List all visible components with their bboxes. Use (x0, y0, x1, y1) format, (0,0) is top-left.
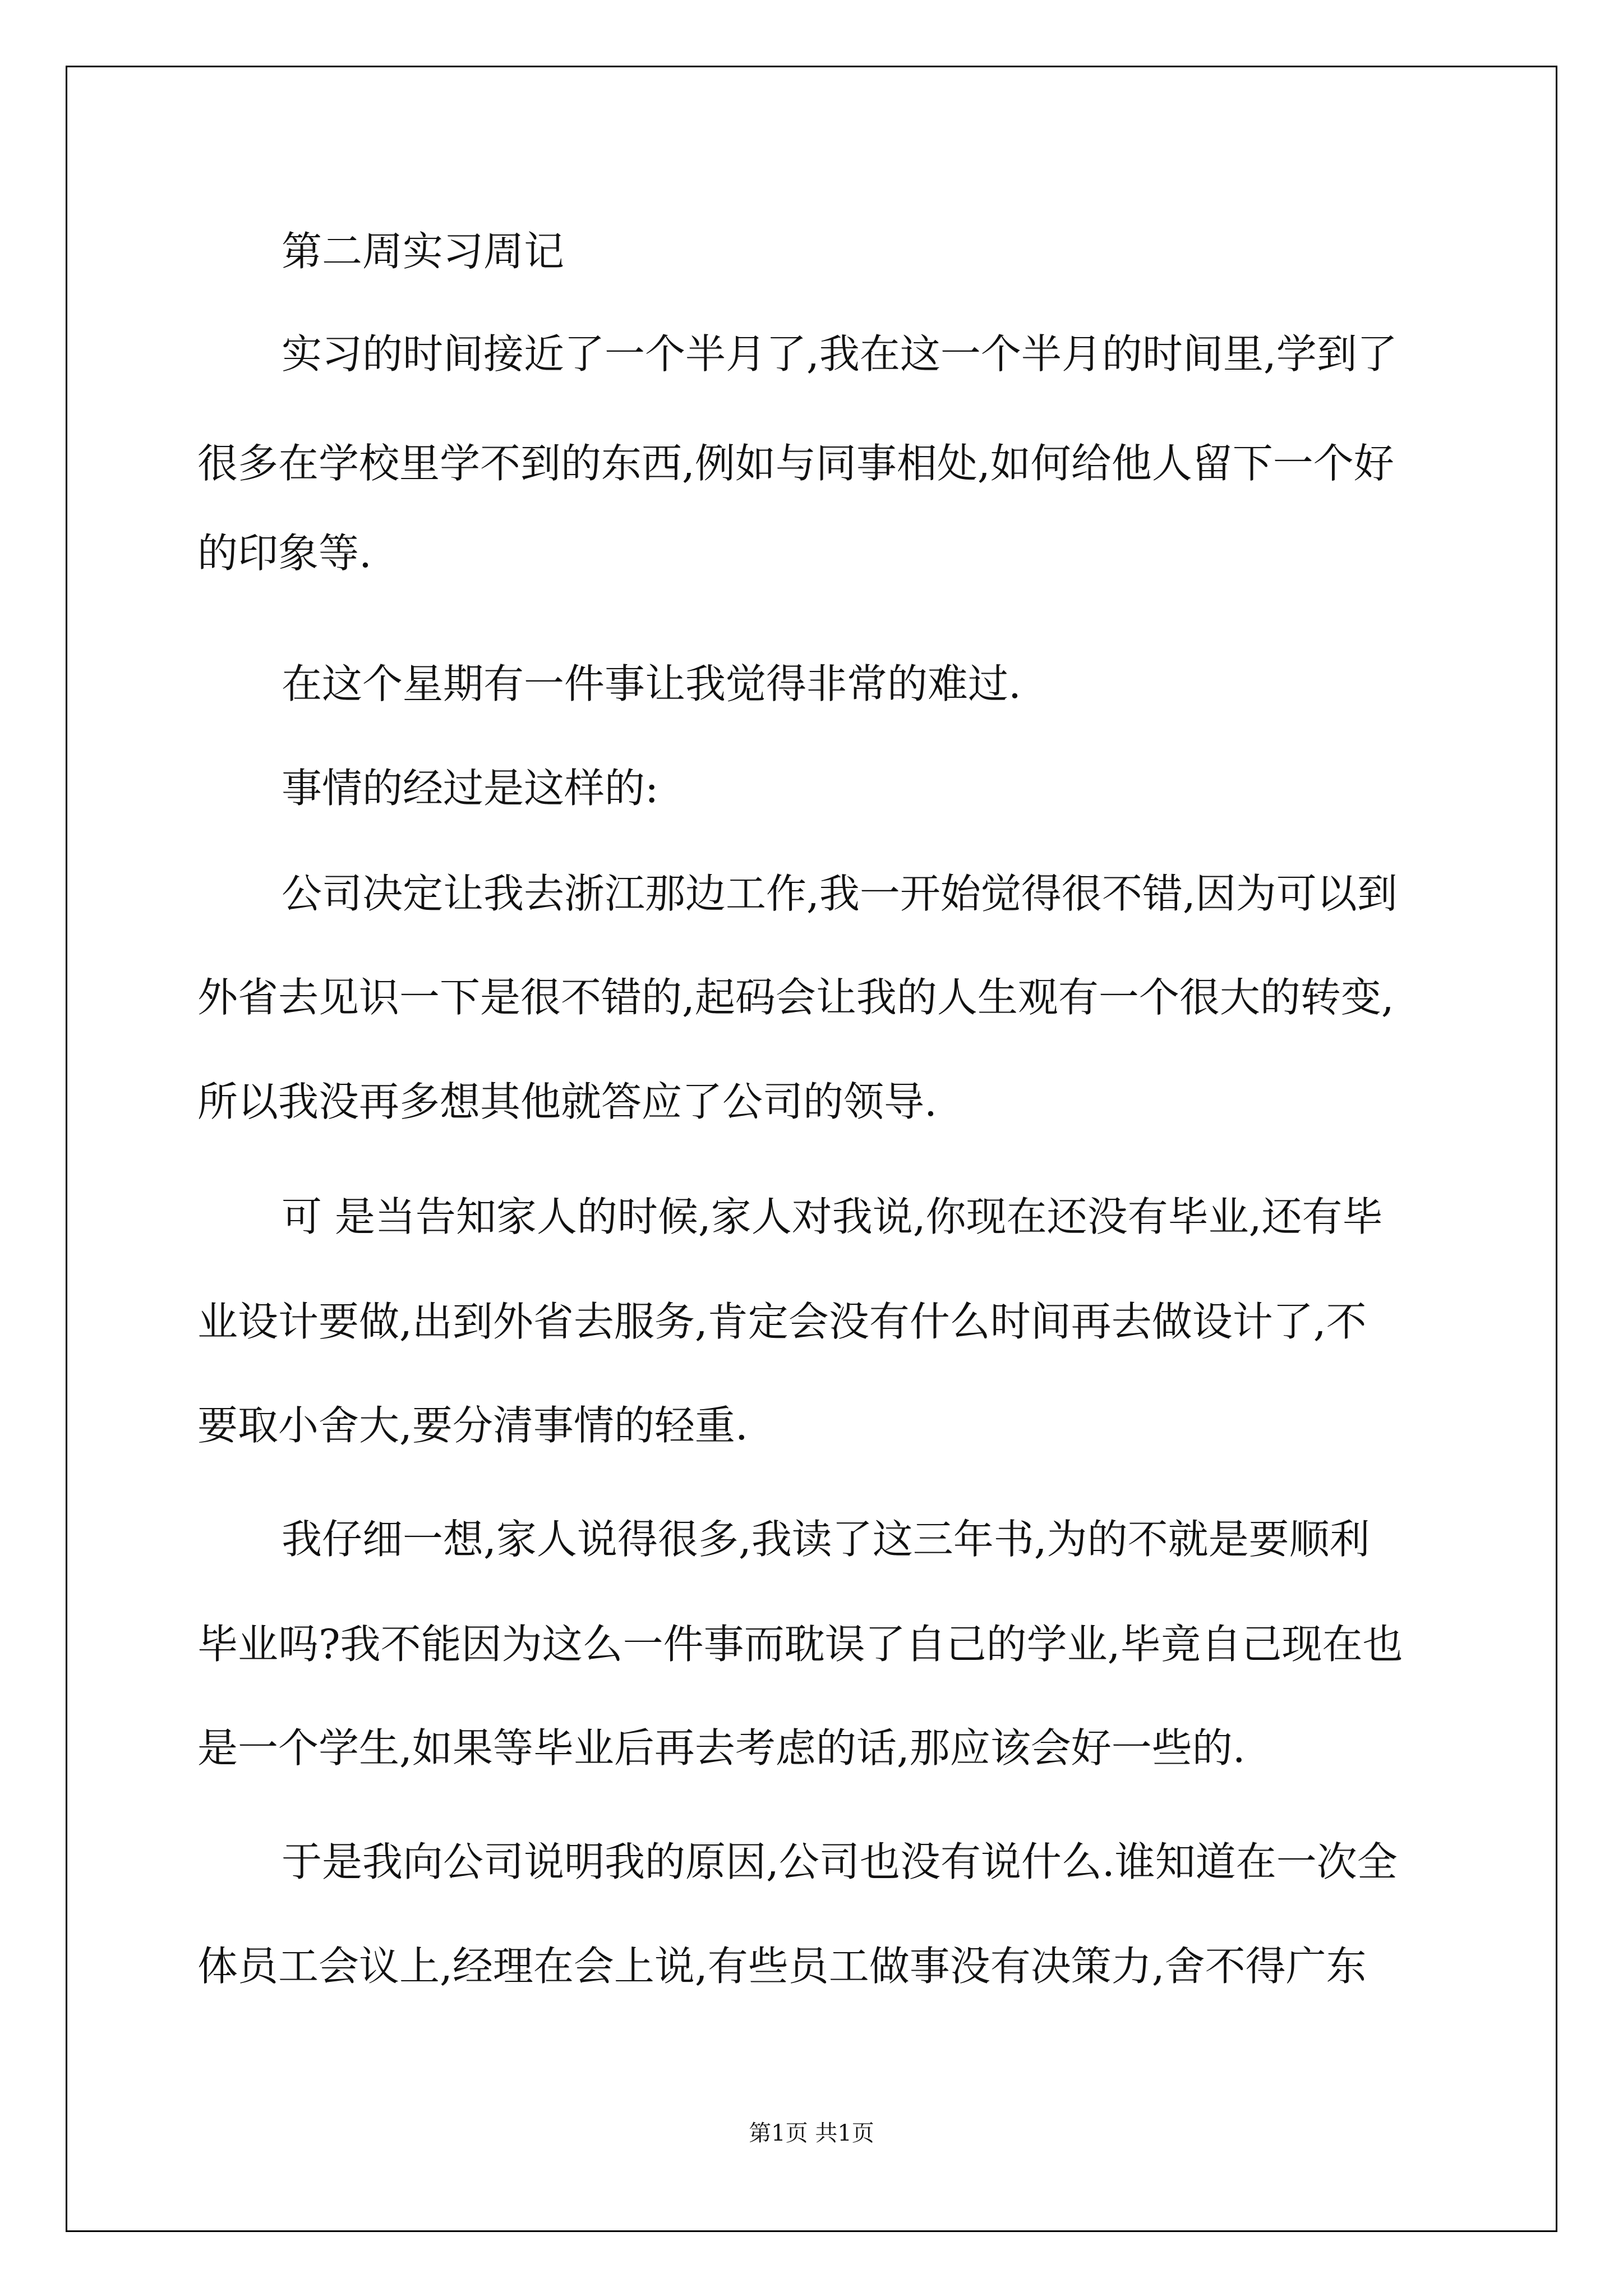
page-border (66, 66, 1557, 2232)
paragraph-line: 事情的经过是这样的: (282, 765, 659, 812)
paragraph-line: 很多在学校里学不到的东西,例如与同事相处,如何给他人留下一个好 (197, 440, 1394, 487)
paragraph-line: 外省去见识一下是很不错的,起码会让我的人生观有一个很大的转变, (197, 974, 1394, 1021)
paragraph-line: 要取小舍大,要分清事情的轻重. (197, 1402, 748, 1449)
paragraph-line: 业设计要做,出到外省去服务,肯定会没有什么时间再去做设计了,不 (197, 1298, 1367, 1345)
page-footer: 第1页 共1页 (749, 2120, 874, 2146)
paragraph-line: 实习的时间接近了一个半月了,我在这一个半月的时间里,学到了 (282, 330, 1398, 378)
paragraph-line: 在这个星期有一件事让我觉得非常的难过. (282, 660, 1021, 707)
paragraph-line: 毕业吗?我不能因为这么一件事而耽误了自己的学业,毕竟自己现在也 (197, 1621, 1403, 1668)
paragraph-line: 公司决定让我去浙江那边工作,我一开始觉得很不错,因为可以到 (282, 870, 1398, 917)
paragraph-line: 是一个学生,如果等毕业后再去考虑的话,那应该会好一些的. (197, 1724, 1246, 1772)
paragraph-line: 于是我向公司说明我的原因,公司也没有说什么.谁知道在一次全 (282, 1838, 1398, 1885)
paragraph-line: 我仔细一想,家人说得很多,我读了这三年书,为的不就是要顺利 (282, 1516, 1370, 1563)
paragraph-line: 所以我没再多想其他就答应了公司的领导. (197, 1078, 937, 1125)
paragraph-line: 的印象等. (197, 530, 372, 577)
document-title: 第二周实习周记 (282, 228, 565, 275)
paragraph-line: 可 是当告知家人的时候,家人对我说,你现在还没有毕业,还有毕 (282, 1193, 1383, 1240)
paragraph-line: 体员工会议上,经理在会上说,有些员工做事没有决策力,舍不得广东 (197, 1943, 1367, 1990)
